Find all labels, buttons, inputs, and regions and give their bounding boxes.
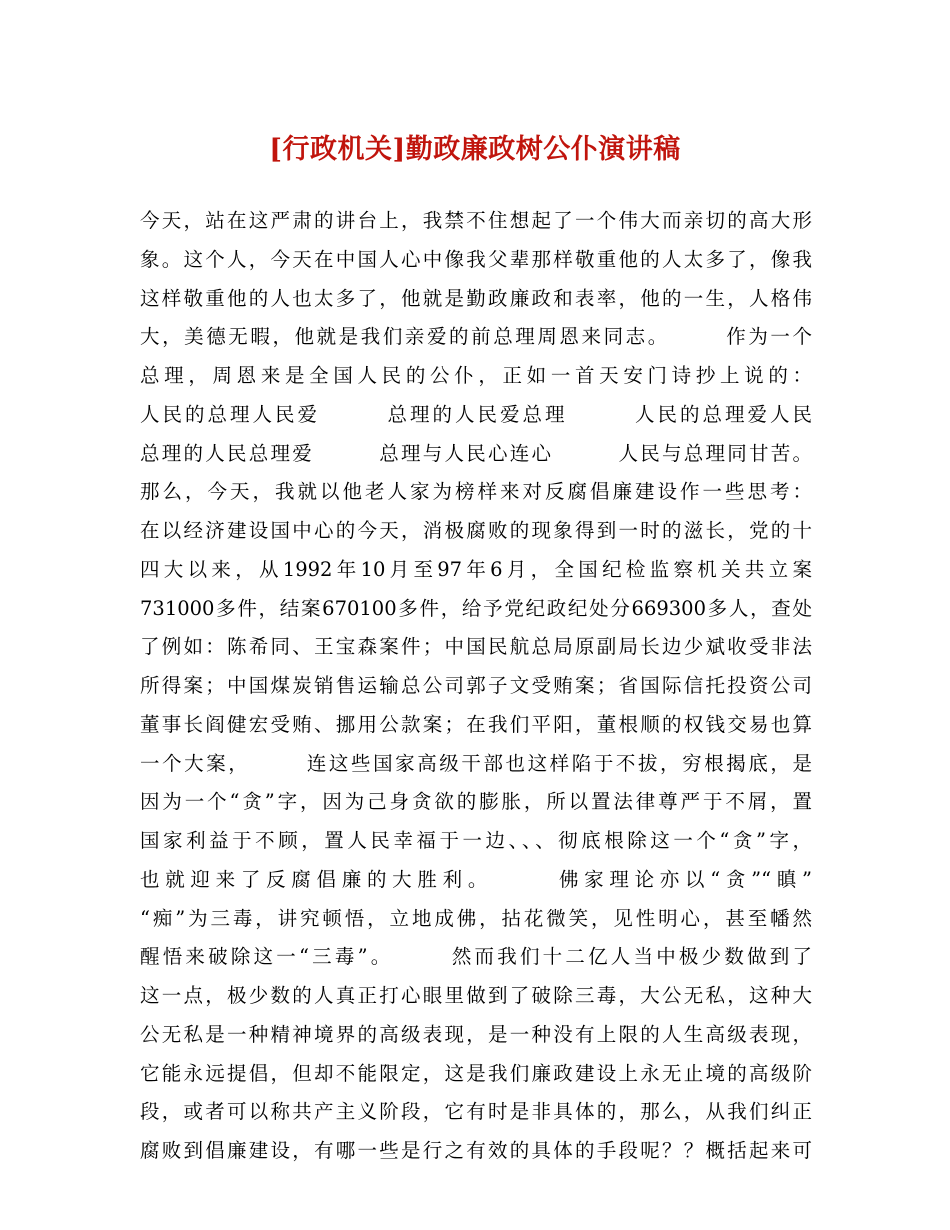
body-line: 总理的人民总理爱 总理与人民心连心 人民与总理同甘苦。 <box>140 441 812 465</box>
body-line: 所得案；中国煤炭销售运输总公司郭子文受贿案；省国际信托投资公司 <box>140 674 812 697</box>
body-line: 腐败到倡廉建设，有哪一些是行之有效的具体的手段呢？？概括起来可 <box>140 1139 812 1162</box>
body-line: 一个大案， 连这些国家高级干部也这样陷于不拔，穷根揭底，是 <box>140 751 812 775</box>
body-line: 总理，周恩来是全国人民的公仆，正如一首天安门诗抄上说的： <box>140 364 812 387</box>
body-line: 段，或者可以称共产主义阶段，它有时是非具体的，那么，从我们纠正 <box>140 1100 812 1124</box>
body-line: 它能永远提倡，但却不能限定，这是我们廉政建设上永无止境的高级阶 <box>140 1061 812 1085</box>
body-line: 大，美德无暇，他就是我们亲爱的前总理周恩来同志。 作为一个 <box>140 325 812 349</box>
body-line: 人民的总理人民爱 总理的人民爱总理 人民的总理爱人民 <box>140 402 812 426</box>
body-line: 这一点，极少数的人真正打心眼里做到了破除三毒，大公无私，这种大 <box>140 984 812 1007</box>
body-line: 了例如：陈希同、王宝森案件；中国民航总局原副局长边少斌收受非法 <box>140 635 812 659</box>
body-line: 这样敬重他的人也太多了，他就是勤政廉政和表率，他的一生，人格伟 <box>140 286 812 310</box>
body-line: 在以经济建设国中心的今天，消极腐败的现象得到一时的滋长，党的十 <box>140 519 812 542</box>
body-line: 也就迎来了反腐倡廉的大胜利。 佛家理论亦以“贪”“瞋” <box>140 867 812 891</box>
body-line: 醒悟来破除这一“三毒”。 然而我们十二亿人当中极少数做到了 <box>140 945 812 969</box>
document-title: [行政机关]勤政廉政树公仆演讲稿 <box>269 134 681 165</box>
body-line: “痴”为三毒，讲究顿悟，立地成佛，拈花微笑，见性明心，甚至幡然 <box>140 906 812 930</box>
body-line: 那么，今天，我就以他老人家为榜样来对反腐倡廉建设作一些思考： <box>140 480 812 504</box>
body-line: 象。这个人，今天在中国人心中像我父辈那样敬重他的人太多了，像我 <box>140 247 812 271</box>
body-line: 731000多件，结案670100多件，给予党纪政纪处分669300多人，查处 <box>140 596 812 620</box>
document-body <box>140 202 812 1171</box>
body-line: 今天，站在这严肃的讲台上，我禁不住想起了一个伟大而亲切的高大形 <box>140 209 812 232</box>
body-line: 国家利益于不顾，置人民幸福于一边、、、彻底根除这一个“贪”字， <box>140 829 812 852</box>
body-line: 四大以来，从1992年10月至97年6月，全国纪检监察机关共立案 <box>140 557 812 581</box>
body-line: 因为一个“贪”字，因为己身贪欲的膨胀，所以置法律尊严于不屑，置 <box>140 790 812 814</box>
body-line: 公无私是一种精神境界的高级表现，是一种没有上限的人生高级表现， <box>140 1022 812 1046</box>
body-line: 董事长阎健宏受贿、挪用公款案；在我们平阳，董根顺的权钱交易也算 <box>140 712 812 736</box>
